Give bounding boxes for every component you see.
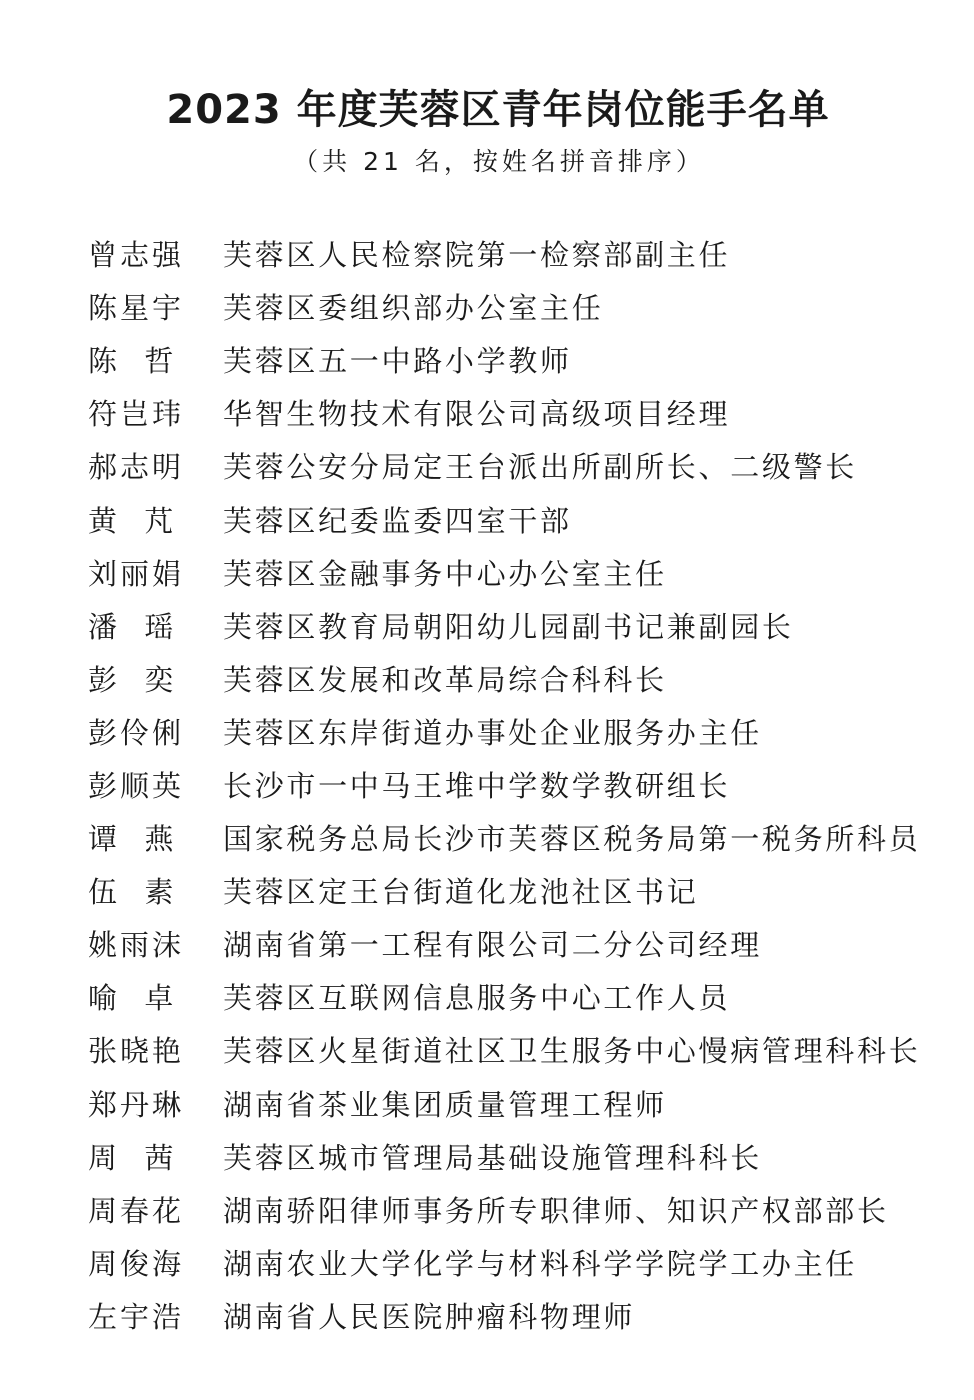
list-item bbox=[88, 280, 920, 333]
honoree-position: 芙蓉区城市管理局基础设施管理科科长 bbox=[223, 1140, 762, 1175]
honoree-list bbox=[88, 227, 920, 1342]
honoree-name: 彭顺英 bbox=[88, 768, 185, 803]
honoree-name: 姚雨沫 bbox=[88, 928, 185, 963]
list-item bbox=[88, 1236, 920, 1289]
list-item bbox=[88, 864, 920, 917]
page-subtitle: （共 21 名，按姓名拼音排序） bbox=[293, 147, 705, 176]
honoree-position: 芙蓉区火星街道社区卫生服务中心慢病管理科科长 bbox=[223, 1034, 921, 1069]
honoree-position: 湖南农业大学化学与材料科学学院学工办主任 bbox=[223, 1246, 858, 1281]
honoree-name: 周 茜 bbox=[88, 1140, 177, 1175]
honoree-name: 符岂玮 bbox=[88, 397, 185, 432]
honoree-position: 芙蓉区东岸街道办事处企业服务办主任 bbox=[223, 715, 762, 750]
page-title: 2023 年度芙蓉区青年岗位能手名单 bbox=[166, 87, 830, 133]
list-item bbox=[88, 492, 920, 545]
list-item bbox=[88, 1077, 920, 1130]
list-item bbox=[88, 1183, 920, 1236]
list-item bbox=[88, 227, 920, 280]
honoree-position: 芙蓉区纪委监委四室干部 bbox=[223, 503, 572, 538]
honoree-name: 郝志明 bbox=[88, 450, 185, 485]
list-item bbox=[88, 1023, 920, 1076]
honoree-position: 芙蓉区发展和改革局综合科科长 bbox=[223, 662, 667, 697]
list-item bbox=[88, 758, 920, 811]
honoree-position: 湖南省第一工程有限公司二分公司经理 bbox=[223, 928, 762, 963]
honoree-name: 周春花 bbox=[88, 1193, 185, 1228]
list-item bbox=[88, 1289, 920, 1342]
list-item bbox=[88, 599, 920, 652]
honoree-name: 喻 卓 bbox=[88, 981, 177, 1016]
honoree-position: 芙蓉区人民检察院第一检察部副主任 bbox=[223, 238, 731, 273]
honoree-position: 湖南骄阳律师事务所专职律师、知识产权部部长 bbox=[223, 1193, 889, 1228]
honoree-name: 张晓艳 bbox=[88, 1034, 185, 1069]
list-item bbox=[88, 546, 920, 599]
honoree-name: 潘 瑶 bbox=[88, 609, 177, 644]
list-item bbox=[88, 970, 920, 1023]
honoree-name: 刘丽娟 bbox=[88, 556, 185, 591]
honoree-name: 郑丹琳 bbox=[88, 1087, 185, 1122]
honoree-name: 谭 燕 bbox=[88, 822, 177, 857]
honoree-name: 左宇浩 bbox=[88, 1299, 185, 1334]
list-item bbox=[88, 439, 920, 492]
honoree-position: 芙蓉区定王台街道化龙池社区书记 bbox=[223, 875, 699, 910]
honoree-name: 陈星宇 bbox=[88, 291, 185, 326]
list-item bbox=[88, 333, 920, 386]
honoree-name: 伍 素 bbox=[88, 875, 177, 910]
honoree-position: 芙蓉区五一中路小学教师 bbox=[223, 344, 572, 379]
list-item bbox=[88, 652, 920, 705]
honoree-name: 陈 哲 bbox=[88, 344, 177, 379]
list-item bbox=[88, 705, 920, 758]
honoree-position: 国家税务总局长沙市芙蓉区税务局第一税务所科员 bbox=[223, 822, 921, 857]
honoree-position: 湖南省人民医院肿瘤科物理师 bbox=[223, 1299, 636, 1334]
list-item bbox=[88, 811, 920, 864]
honoree-position: 芙蓉区互联网信息服务中心工作人员 bbox=[223, 981, 731, 1016]
list-item bbox=[88, 386, 920, 439]
list-item bbox=[88, 1130, 920, 1183]
honoree-position: 芙蓉区委组织部办公室主任 bbox=[223, 291, 604, 326]
honoree-name: 周俊海 bbox=[88, 1246, 185, 1281]
honoree-position: 芙蓉区教育局朝阳幼儿园副书记兼副园长 bbox=[223, 609, 794, 644]
list-item bbox=[88, 917, 920, 970]
honoree-position: 芙蓉公安分局定王台派出所副所长、二级警长 bbox=[223, 450, 858, 485]
honoree-name: 彭伶俐 bbox=[88, 715, 185, 750]
honoree-position: 芙蓉区金融事务中心办公室主任 bbox=[223, 556, 667, 591]
honoree-position: 华智生物技术有限公司高级项目经理 bbox=[223, 397, 731, 432]
honoree-position: 长沙市一中马王堆中学数学教研组长 bbox=[223, 768, 731, 803]
honoree-name: 黄 芃 bbox=[88, 503, 177, 538]
honoree-name: 彭 奕 bbox=[88, 662, 177, 697]
honoree-name: 曾志强 bbox=[88, 238, 185, 273]
honoree-position: 湖南省茶业集团质量管理工程师 bbox=[223, 1087, 667, 1122]
